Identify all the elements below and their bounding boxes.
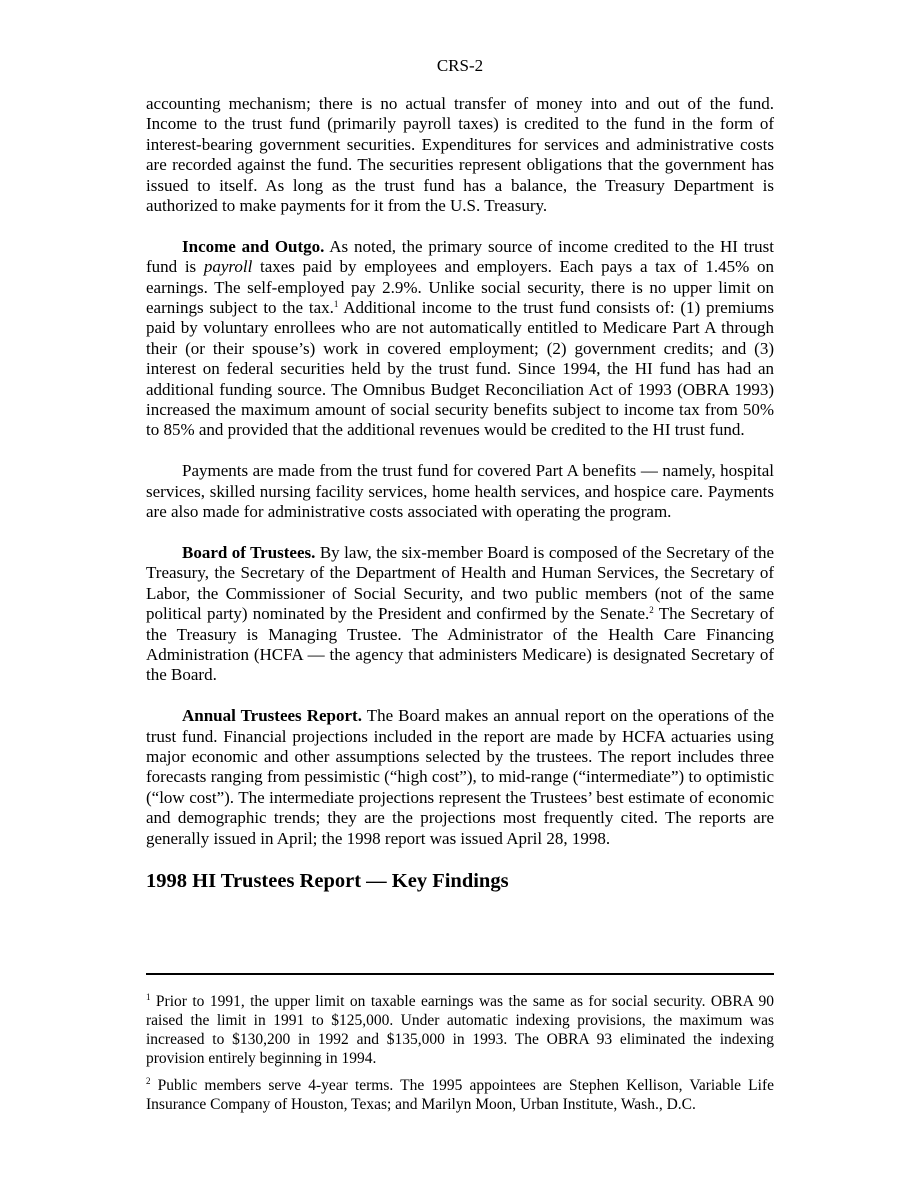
footnote-text: Public members serve 4-year terms. The 1995 appointees are Stephen Kellison, Variable Life Insurance Company of Houston, Texas; and Marilyn Moon, Urban Institute, Wash., D.C. — [146, 1077, 774, 1113]
footnote-1 — [146, 992, 774, 1068]
footnote-ref-2[interactable]: 2 — [649, 605, 654, 616]
footnote-divider — [146, 973, 774, 975]
paragraph-annual-report — [146, 706, 774, 849]
run-in-heading-board: Board of Trustees. — [182, 542, 316, 562]
text-run: As noted, the primary source of income credited to the HI trust fund is — [146, 236, 774, 277]
text-run: Additional income to the trust fund consists of: (1) premiums paid by voluntary enrollees who are not automatically entitled to Medicare Part A through their (or their spouse’s) work in covered employment; (2) government credits; and (3) interest on federal securities held by the trust fund. Since 1994, the HI fund has had an additional funding source. The Omnibus Budget Reconciliation Act of 1993 (OBRA 1993) increased the maximum amount of social security benefits subject to income tax from 50% to 85% and provided that the additional revenues would be credited to the HI trust fund. — [146, 298, 774, 440]
footnote-2 — [146, 1076, 774, 1114]
paragraph-board-of-trustees — [146, 543, 774, 686]
paragraph-income-outgo — [146, 237, 774, 441]
paragraph-payments: Payments are made from the trust fund for covered Part A benefits — namely, hospital services, skilled nursing facility services, home health services, and hospice care. Payments are also made for administrative costs associated with operating the program. — [146, 461, 774, 522]
footnote-number: 2 — [146, 1076, 151, 1086]
section-heading: 1998 HI Trustees Report — Key Findings — [146, 869, 509, 892]
page-header: CRS-2 — [436, 56, 484, 75]
footnote-ref-1[interactable]: 1 — [333, 299, 339, 310]
footnotes — [146, 992, 774, 1122]
body-text — [146, 94, 774, 893]
text-run: taxes paid by employees and employers. Each pays a tax of 1.45% on earnings. The self-employed pay 2.9%. Unlike social security, there is no upper limit on earnings subject to the tax. — [146, 257, 775, 318]
footnote-number: 1 — [146, 992, 151, 1002]
run-in-heading-income-outgo: Income and Outgo. — [182, 236, 325, 256]
emphasis-payroll: payroll — [203, 257, 253, 277]
paragraph-accounting: accounting mechanism; there is no actual transfer of money into and out of the fund. Income to the trust fund (primarily payroll taxes) is credited to the fund in the form of interest-bearing government securities. Expenditures for services and administrative costs are recorded against the fund. The securities represent obligations that the government has issued to itself. As long as the trust fund has a balance, the Treasury Department is authorized to make payments for it from the U.S. Treasury. — [146, 94, 774, 216]
footnote-text: Prior to 1991, the upper limit on taxable earnings was the same as for social security. OBRA 90 raised the limit in 1991 to $125,000. Under automatic indexing provisions, the maximum was increased to $130,200 in 1992 and $135,000 in 1993. The OBRA 93 eliminated the indexing provision entirely beginning in 1994. — [146, 993, 774, 1067]
text-run: By law, the six-member Board is composed of the Secretary of the Treasury, the Secretary of the Department of Health and Human Services, the Secretary of Labor, the Commissioner of Social Security, and two public members (not of the same political party) nominated by the President and confirmed by the Senate. — [146, 542, 774, 624]
text-run: The Secretary of the Treasury is Managing Trustee. The Administrator of the Health Care Financing Administration (HCFA — the agency that administers Medicare) is designated Secretary of the Board. — [146, 604, 774, 685]
text-run: The Board makes an annual report on the operations of the trust fund. Financial projections included in the report are made by HCFA actuaries using major economic and other assumptions selected by the trustees. The report includes three forecasts ranging from pessimistic (“high cost”), to mid-range (“intermediate”) to optimistic (“low cost”). The intermediate projections represent the Trustees’ best estimate of economic and demographic trends; they are the projections most frequently cited. The reports are generally issued in April; the 1998 report was issued April 28, 1998. — [146, 706, 775, 848]
run-in-heading-annual-report: Annual Trustees Report. — [182, 706, 362, 726]
